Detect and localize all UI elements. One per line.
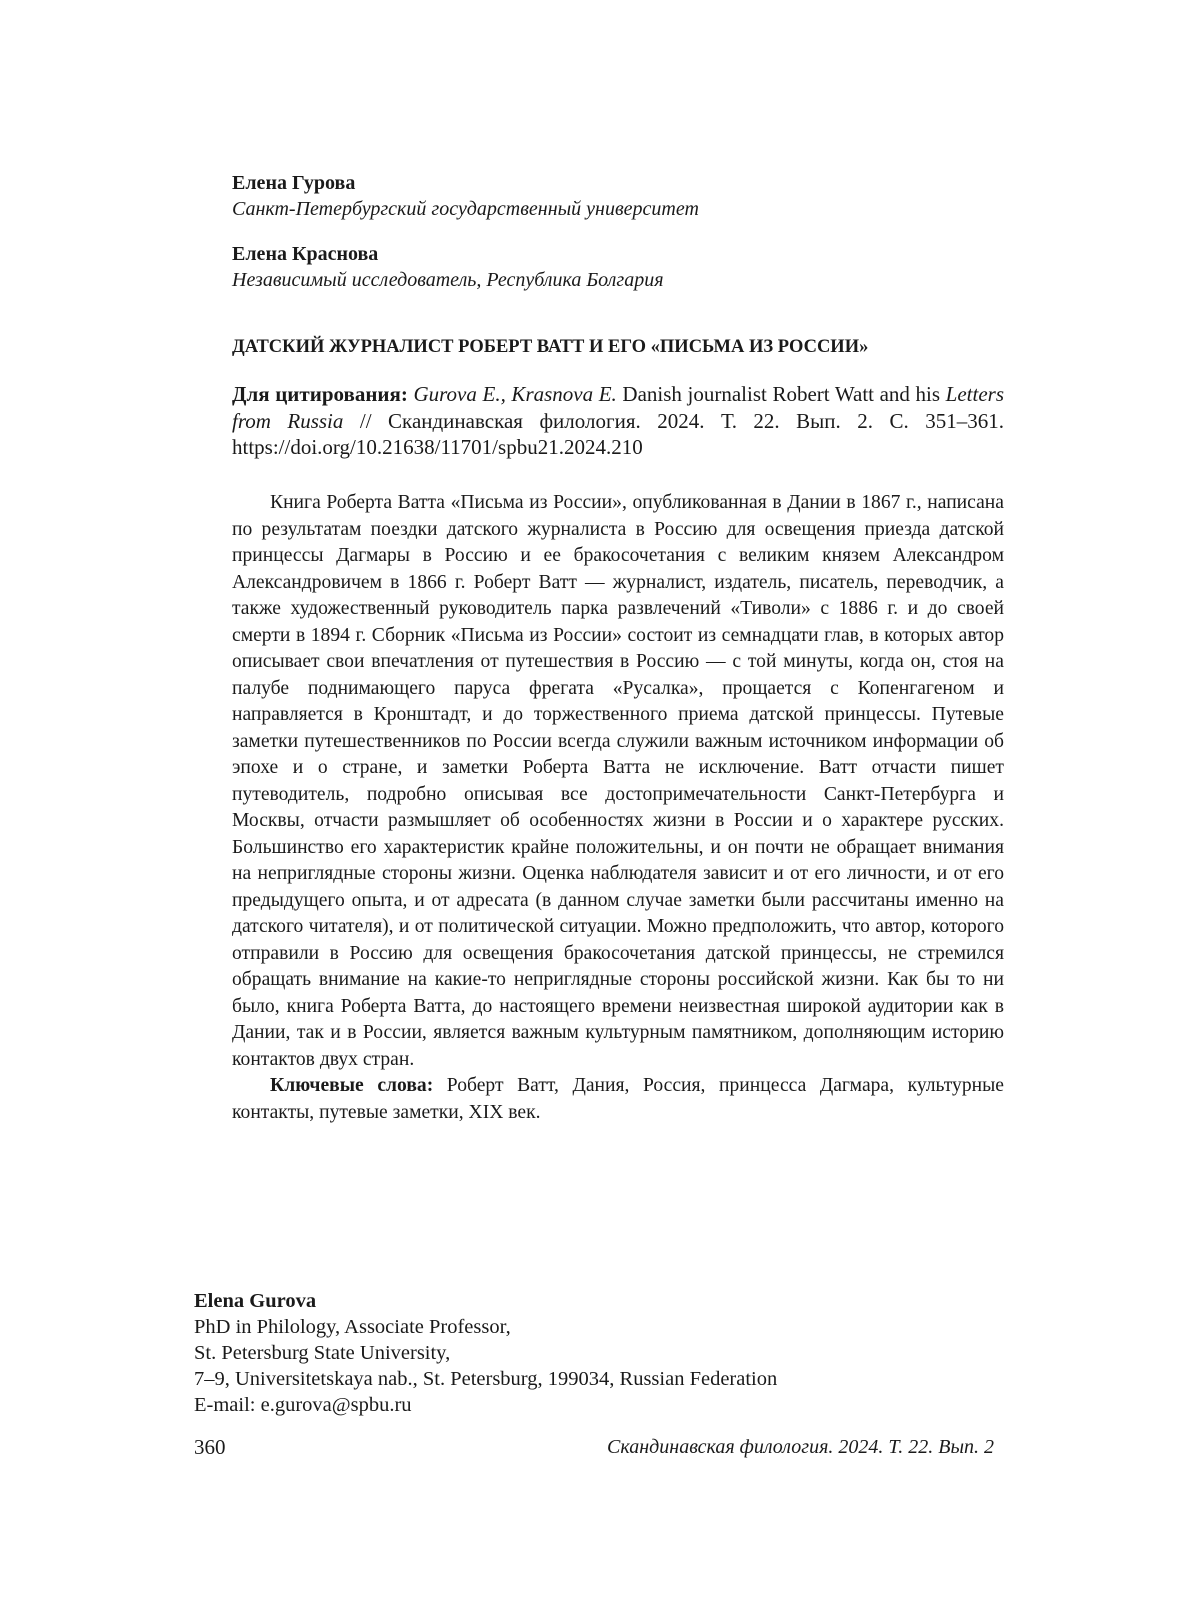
author-affiliation-1: Санкт-Петербургский государственный университет [232, 198, 699, 220]
citation-block [232, 381, 1004, 461]
citation-text-1: Danish journalist Robert Watt and his [622, 382, 941, 406]
author-en-address: 7–9, Universitetskaya nab., St. Petersburg, 199034, Russian Federation [194, 1368, 778, 1390]
author-en-block [194, 1288, 1014, 1418]
citation-text-2: // Скандинавская филология. 2024. Т. 22. Вып. 2. С. 351–361. https://doi.org/10.21638/11701/spbu21.2024.210 [232, 408, 1004, 459]
author-en-email: E-mail: e.gurova@spbu.ru [194, 1394, 412, 1416]
author-affiliation-2: Независимый исследователь, Республика Болгария [232, 269, 664, 291]
abstract-paragraph: Книга Роберта Ватта «Письма из России», опубликованная в Дании в 1867 г., написана по результатам поездки датского журналиста в Россию для освещения приезда датской принцессы Дагмары в Россию и ее бракосочетания с великим князем Александром Александровичем в 1866 г. Роберт Ватт — журналист, издатель, писатель, переводчик, а также художественный руководитель парка развлечений «Тиволи» с 1886 г. и до своей смерти в 1894 г. Сборник «Письма из России» состоит из семнадцати глав, в которых автор описывает свои впечатления от путешествия в Россию — с той минуты, когда он, стоя на палубе поднимающего паруса фрегата «Русалка», прощается с Копенгагеном и направляется в Кронштадт, и до торжественного приема датской принцессы. Путевые заметки путешественников по России всегда служили важным источником информации об эпохе и о стране, и заметки Роберта Ватта не исключение. Ватт отчасти пишет путеводитель, подробно описывая все достопримечательности Санкт-Петербурга и Москвы, отчасти размышляет об особенностях жизни в России и о характере русских. Большинство его характеристик крайне положительны, и он почти не обращает внимания на неприглядные стороны жизни. Оценка наблюдателя зависит и от его личности, и от его предыдущего опыта, и от адресата (в данном случае заметки были рассчитаны именно на датского читателя), и от политической ситуации. Можно предположить, что автор, которого отправили в Россию для освещения бракосочетания датской принцессы, не стремился обращать внимание на какие-то неприглядные стороны российской жизни. Как бы то ни было, книга Роберта Ватта, до настоящего времени неизвестная широкой аудитории как в Дании, так и в России, является важным культурным памятником, дополняющим историю контактов двух стран. [232, 492, 1004, 1070]
citation-italic-title: Letters from Russia [232, 382, 1005, 433]
authors-ru [232, 170, 1004, 293]
author-name-1: Елена Гурова [232, 172, 356, 194]
author-en-university: St. Petersburg State University, [194, 1342, 451, 1364]
author-en-name: Elena Gurova [194, 1290, 317, 1312]
author-en-degree: PhD in Philology, Associate Professor, [194, 1316, 511, 1338]
abstract-block [232, 490, 1004, 1126]
keywords-label: Ключевые слова: [270, 1075, 434, 1096]
citation-label: Для цитирования: [232, 382, 408, 406]
author-name-2: Елена Краснова [232, 243, 379, 265]
page-number: 360 [194, 1435, 226, 1459]
running-footer-journal: Скандинавская филология. 2024. Т. 22. Вып. 2 [607, 1436, 994, 1458]
keywords-paragraph [232, 1073, 1004, 1126]
citation-authors: Gurova E., Krasnova E. [413, 382, 617, 406]
article-title: ДАТСКИЙ ЖУРНАЛИСТ РОБЕРТ ВАТТ И ЕГО «ПИСЬМА ИЗ РОССИИ» [232, 337, 869, 357]
keywords-text: Роберт Ватт, Дания, Россия, принцесса Дагмара, культурные контакты, путевые заметки, XIX век. [232, 1075, 1004, 1123]
